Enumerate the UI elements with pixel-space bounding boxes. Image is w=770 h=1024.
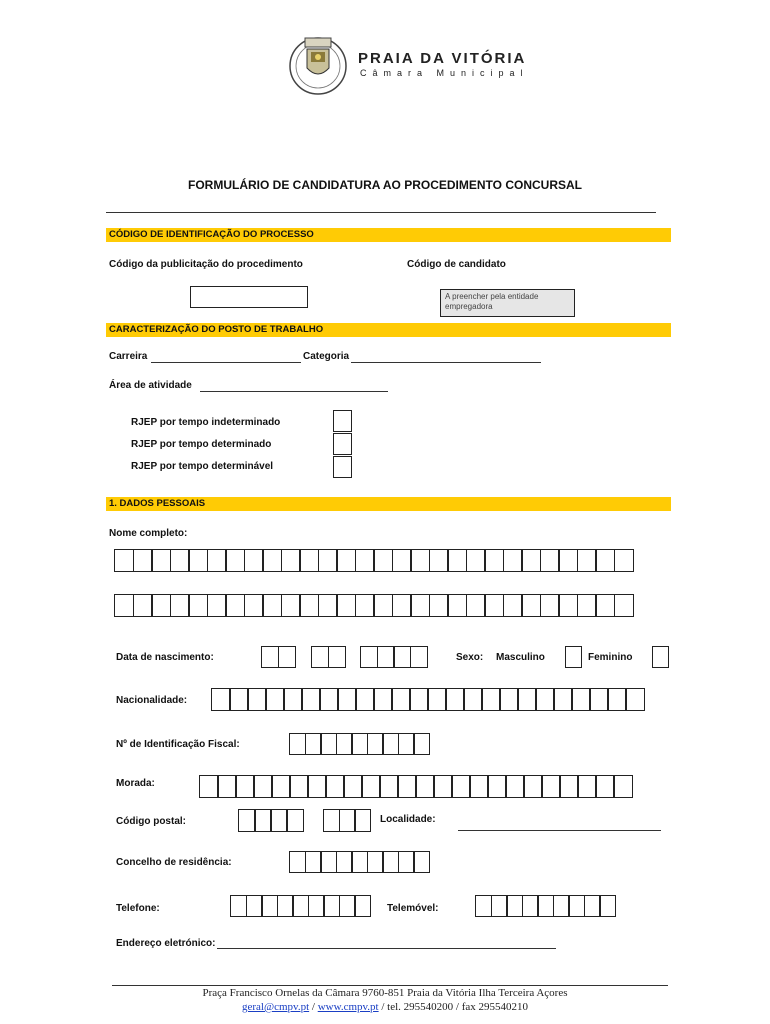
candidate-code-label: Código de candidato: [407, 259, 506, 270]
char-cell[interactable]: [253, 775, 273, 798]
category-input-line[interactable]: [351, 362, 541, 363]
char-cell[interactable]: [336, 549, 356, 572]
char-cell[interactable]: [522, 895, 539, 917]
char-cell[interactable]: [391, 688, 411, 711]
male-label: Masculino: [496, 652, 545, 663]
char-cell[interactable]: [392, 594, 412, 617]
char-cell[interactable]: [355, 594, 375, 617]
sex-label: Sexo:: [456, 652, 484, 663]
char-cell[interactable]: [354, 895, 371, 917]
char-cell[interactable]: [568, 895, 585, 917]
char-cell[interactable]: [558, 549, 578, 572]
page-title: FORMULÁRIO DE CANDIDATURA AO PROCEDIMENTO CONCURSAL: [188, 178, 582, 192]
char-cell[interactable]: [229, 688, 249, 711]
char-cell[interactable]: [377, 646, 395, 668]
title-underline: [106, 212, 656, 213]
char-cell[interactable]: [225, 549, 245, 572]
birth-date-label: Data de nascimento:: [116, 652, 214, 663]
char-cell[interactable]: [278, 646, 296, 668]
char-cell[interactable]: [247, 688, 267, 711]
char-cell[interactable]: [553, 688, 573, 711]
char-cell[interactable]: [373, 549, 393, 572]
char-cell[interactable]: [503, 594, 523, 617]
char-cell[interactable]: [521, 549, 541, 572]
char-cell[interactable]: [559, 775, 579, 798]
char-cell[interactable]: [308, 895, 325, 917]
footer-divider: [112, 985, 668, 986]
char-cell[interactable]: [392, 549, 412, 572]
char-cell[interactable]: [289, 733, 306, 755]
char-cell[interactable]: [360, 646, 378, 668]
char-cell[interactable]: [535, 688, 555, 711]
char-cell[interactable]: [540, 549, 560, 572]
locality-input-line[interactable]: [458, 830, 661, 831]
char-cell[interactable]: [188, 594, 208, 617]
char-cell[interactable]: [261, 895, 278, 917]
char-cell[interactable]: [188, 549, 208, 572]
char-cell[interactable]: [336, 733, 353, 755]
brand-name: PRAIA DA VITÓRIA: [358, 50, 527, 67]
char-cell[interactable]: [505, 775, 525, 798]
char-cell[interactable]: [270, 809, 288, 832]
nationality-cells[interactable]: [211, 688, 643, 711]
char-cell[interactable]: [614, 594, 634, 617]
char-cell[interactable]: [537, 895, 554, 917]
char-cell[interactable]: [625, 688, 645, 711]
char-cell[interactable]: [170, 549, 190, 572]
publication-code-label: Código da publicitação do procedimento: [109, 259, 303, 270]
mobile-label: Telemóvel:: [387, 903, 439, 914]
char-cell[interactable]: [398, 851, 415, 873]
birth-month-cells[interactable]: [311, 646, 344, 668]
char-cell[interactable]: [595, 775, 615, 798]
char-cell[interactable]: [469, 775, 489, 798]
char-cell[interactable]: [503, 549, 523, 572]
char-cell[interactable]: [339, 809, 356, 832]
footer-address: Praça Francisco Ornelas da Câmara 9760-851 Praia da Vitória Ilha Terceira Açores: [202, 987, 568, 999]
char-cell[interactable]: [523, 775, 543, 798]
nationality-label: Nacionalidade:: [116, 695, 188, 706]
char-cell[interactable]: [398, 733, 415, 755]
char-cell[interactable]: [553, 895, 570, 917]
char-cell[interactable]: [244, 594, 264, 617]
char-cell[interactable]: [415, 775, 435, 798]
char-cell[interactable]: [271, 775, 291, 798]
char-cell[interactable]: [577, 775, 597, 798]
char-cell[interactable]: [207, 549, 227, 572]
char-cell[interactable]: [463, 688, 483, 711]
char-cell[interactable]: [361, 775, 381, 798]
char-cell[interactable]: [484, 594, 504, 617]
char-cell[interactable]: [614, 549, 634, 572]
char-cell[interactable]: [238, 809, 256, 832]
male-checkbox[interactable]: [565, 646, 582, 668]
female-checkbox[interactable]: [652, 646, 669, 668]
char-cell[interactable]: [305, 733, 322, 755]
char-cell[interactable]: [230, 895, 247, 917]
birth-day-cells[interactable]: [261, 646, 294, 668]
char-cell[interactable]: [367, 733, 384, 755]
char-cell[interactable]: [151, 549, 171, 572]
char-cell[interactable]: [351, 733, 368, 755]
char-cell[interactable]: [235, 775, 255, 798]
email-input-line[interactable]: [217, 948, 556, 949]
char-cell[interactable]: [429, 594, 449, 617]
char-cell[interactable]: [409, 688, 429, 711]
area-input-line[interactable]: [200, 391, 388, 392]
char-cell[interactable]: [373, 594, 393, 617]
birth-year-cells[interactable]: [360, 646, 426, 668]
char-cell[interactable]: [445, 688, 465, 711]
section-process-code: CÓDIGO DE IDENTIFICAÇÃO DO PROCESSO: [106, 228, 671, 242]
char-cell[interactable]: [133, 594, 153, 617]
char-cell[interactable]: [343, 775, 363, 798]
char-cell[interactable]: [325, 775, 345, 798]
char-cell[interactable]: [433, 775, 453, 798]
char-cell[interactable]: [211, 688, 231, 711]
char-cell[interactable]: [427, 688, 447, 711]
char-cell[interactable]: [170, 594, 190, 617]
char-cell[interactable]: [367, 851, 384, 873]
char-cell[interactable]: [289, 775, 309, 798]
char-cell[interactable]: [410, 549, 430, 572]
char-cell[interactable]: [577, 594, 597, 617]
nif-cells[interactable]: [289, 733, 429, 755]
char-cell[interactable]: [607, 688, 627, 711]
char-cell[interactable]: [584, 895, 601, 917]
char-cell[interactable]: [283, 688, 303, 711]
char-cell[interactable]: [491, 895, 508, 917]
char-cell[interactable]: [382, 733, 399, 755]
char-cell[interactable]: [281, 594, 301, 617]
phone-cells[interactable]: [230, 895, 370, 917]
char-cell[interactable]: [558, 594, 578, 617]
char-cell[interactable]: [323, 895, 340, 917]
char-cell[interactable]: [589, 688, 609, 711]
address-label: Morada:: [116, 778, 155, 789]
char-cell[interactable]: [484, 549, 504, 572]
char-cell[interactable]: [319, 688, 339, 711]
char-cell[interactable]: [410, 594, 430, 617]
postal-code-label: Código postal:: [116, 816, 186, 827]
footer-email-link[interactable]: geral@cmpv.pt: [241, 1001, 310, 1013]
char-cell[interactable]: [217, 775, 237, 798]
char-cell[interactable]: [262, 549, 282, 572]
char-cell[interactable]: [286, 809, 304, 832]
char-cell[interactable]: [481, 688, 501, 711]
char-cell[interactable]: [393, 646, 411, 668]
char-cell[interactable]: [328, 646, 346, 668]
char-cell[interactable]: [571, 688, 591, 711]
char-cell[interactable]: [244, 549, 264, 572]
char-cell[interactable]: [336, 851, 353, 873]
mobile-cells[interactable]: [475, 895, 615, 917]
char-cell[interactable]: [318, 549, 338, 572]
char-cell[interactable]: [410, 646, 428, 668]
char-cell[interactable]: [540, 594, 560, 617]
char-cell[interactable]: [207, 594, 227, 617]
email-label: Endereço eletrónico:: [116, 938, 216, 949]
char-cell[interactable]: [475, 895, 492, 917]
char-cell[interactable]: [277, 895, 294, 917]
footer-contacts: [0, 1001, 770, 1013]
council-label: Concelho de residência:: [116, 857, 232, 868]
char-cell[interactable]: [246, 895, 263, 917]
char-cell[interactable]: [429, 549, 449, 572]
section-personal-data: 1. DADOS PESSOAIS: [106, 497, 671, 511]
career-label: Carreira: [109, 351, 148, 362]
full-name-label: Nome completo:: [109, 528, 188, 539]
char-cell[interactable]: [413, 733, 430, 755]
char-cell[interactable]: [339, 895, 356, 917]
municipal-seal-logo: [287, 30, 349, 96]
char-cell[interactable]: [466, 549, 486, 572]
locality-label: Localidade:: [380, 814, 436, 825]
char-cell[interactable]: [320, 851, 337, 873]
footer-separator: /: [309, 1001, 318, 1013]
char-cell[interactable]: [499, 688, 519, 711]
char-cell[interactable]: [517, 688, 537, 711]
char-cell[interactable]: [114, 549, 134, 572]
char-cell[interactable]: [577, 549, 597, 572]
rjep-option-label: RJEP por tempo indeterminado: [131, 417, 281, 428]
postal-code-cells-3[interactable]: [323, 809, 370, 832]
char-cell[interactable]: [292, 895, 309, 917]
char-cell[interactable]: [114, 594, 134, 617]
char-cell[interactable]: [289, 851, 306, 873]
char-cell[interactable]: [397, 775, 417, 798]
char-cell[interactable]: [281, 549, 301, 572]
char-cell[interactable]: [254, 809, 272, 832]
entity-note: A preencher pela entidade empregadora: [445, 292, 539, 311]
char-cell[interactable]: [599, 895, 616, 917]
char-cell[interactable]: [373, 688, 393, 711]
rjep-checkbox[interactable]: [333, 433, 352, 455]
char-cell[interactable]: [355, 688, 375, 711]
rjep-checkbox[interactable]: [333, 456, 352, 478]
career-input-line[interactable]: [151, 362, 301, 363]
char-cell[interactable]: [521, 594, 541, 617]
char-cell[interactable]: [354, 809, 371, 832]
char-cell[interactable]: [133, 549, 153, 572]
category-label: Categoria: [303, 351, 350, 362]
char-cell[interactable]: [506, 895, 523, 917]
brand-subtitle: Câmara Municipal: [360, 68, 529, 78]
publication-code-input[interactable]: [190, 286, 308, 308]
footer-phones: / tel. 295540200 / fax 295540210: [378, 1001, 529, 1013]
council-cells[interactable]: [289, 851, 429, 873]
char-cell[interactable]: [265, 688, 285, 711]
char-cell[interactable]: [299, 549, 319, 572]
char-cell[interactable]: [225, 594, 245, 617]
rjep-checkbox[interactable]: [333, 410, 352, 432]
char-cell[interactable]: [311, 646, 329, 668]
postal-code-cells-4[interactable]: [238, 809, 302, 832]
char-cell[interactable]: [261, 646, 279, 668]
char-cell[interactable]: [307, 775, 327, 798]
char-cell[interactable]: [299, 594, 319, 617]
female-label: Feminino: [588, 652, 633, 663]
char-cell[interactable]: [466, 594, 486, 617]
char-cell[interactable]: [336, 594, 356, 617]
char-cell[interactable]: [151, 594, 171, 617]
section-job-characterization: CARACTERIZAÇÃO DO POSTO DE TRABALHO: [106, 323, 671, 337]
char-cell[interactable]: [613, 775, 633, 798]
address-cells[interactable]: [199, 775, 631, 798]
char-cell[interactable]: [595, 549, 615, 572]
char-cell[interactable]: [337, 688, 357, 711]
phone-label: Telefone:: [116, 903, 160, 914]
char-cell[interactable]: [382, 851, 399, 873]
char-cell[interactable]: [487, 775, 507, 798]
char-cell[interactable]: [379, 775, 399, 798]
char-cell[interactable]: [355, 549, 375, 572]
char-cell[interactable]: [447, 594, 467, 617]
char-cell[interactable]: [413, 851, 430, 873]
candidate-code-note-box: [440, 289, 575, 317]
footer-website-link[interactable]: www.cmpv.pt: [317, 1001, 379, 1013]
nif-label: Nº de Identificação Fiscal:: [116, 739, 240, 750]
char-cell[interactable]: [262, 594, 282, 617]
char-cell[interactable]: [447, 549, 467, 572]
char-cell[interactable]: [318, 594, 338, 617]
rjep-option-label: RJEP por tempo determinado: [131, 439, 272, 450]
char-cell[interactable]: [199, 775, 219, 798]
full-name-cells-row2[interactable]: [114, 594, 632, 617]
char-cell[interactable]: [323, 809, 340, 832]
char-cell[interactable]: [305, 851, 322, 873]
char-cell[interactable]: [541, 775, 561, 798]
char-cell[interactable]: [320, 733, 337, 755]
char-cell[interactable]: [595, 594, 615, 617]
char-cell[interactable]: [301, 688, 321, 711]
rjep-option-label: RJEP por tempo determinável: [131, 461, 274, 472]
char-cell[interactable]: [351, 851, 368, 873]
full-name-cells-row1[interactable]: [114, 549, 632, 572]
char-cell[interactable]: [451, 775, 471, 798]
area-label: Área de atividade: [109, 380, 192, 391]
